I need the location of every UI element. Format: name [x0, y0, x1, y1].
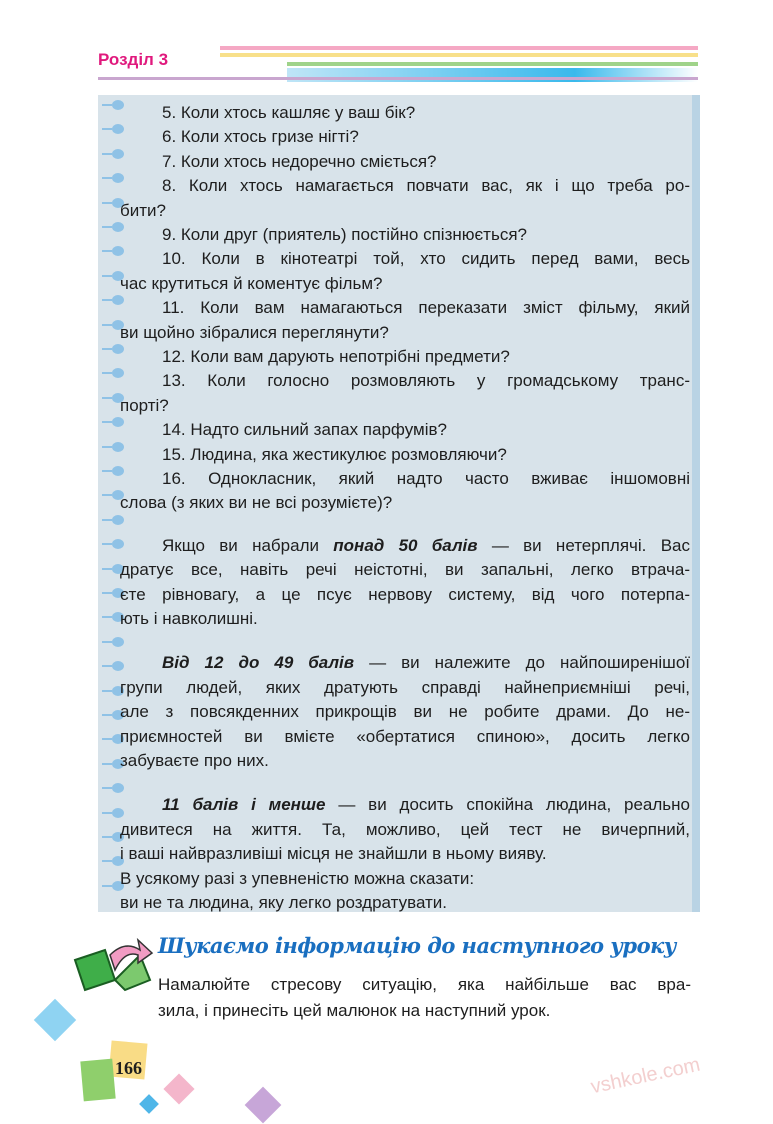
header-stripe-pink: [220, 46, 698, 50]
header-stripe-green: [287, 62, 698, 66]
score-range: 11 балів і менше: [162, 795, 326, 815]
next-lesson-title: Шукаємо інформацію до наступного уроку: [158, 933, 676, 958]
text-line: 14. Надто сильний запах парфумів?: [162, 420, 447, 440]
text-line: 8. Коли хтось намагається повчати вас, як і що треба ро-: [162, 176, 690, 196]
text-line: [120, 651, 690, 675]
text-line: ють і навколишні.: [120, 609, 258, 628]
text-line: приємностей ви вмієте «обертатися спиною», досить легко: [120, 726, 690, 746]
decor-square: [139, 1094, 159, 1114]
decor-square: [80, 1059, 115, 1102]
text-line: єте рівновагу, а це псує нервову систему, від чого потерпа-: [120, 584, 690, 604]
text-line: групи людей, яких дратують справді найнеприємніші речі,: [120, 677, 690, 697]
text-line: час крутиться й коментує фільм?: [120, 273, 383, 293]
text-line: В усякому разі з упевненістю можна сказати:: [120, 868, 475, 888]
text-line: 11. Коли вам намагаються переказати зміст фільму, який: [162, 298, 690, 318]
decor-square: [34, 999, 76, 1041]
header-stripe-purple: [98, 77, 698, 80]
header-stripe-yellow: [220, 53, 698, 57]
next-lesson-line: зила, і принесіть цей малюнок на наступний урок.: [158, 1001, 551, 1020]
text-line: і ваші найвразливіші місця не знайшли в ньому вияву.: [120, 844, 547, 864]
text-line: [120, 793, 690, 817]
next-lesson-line: Намалюйте стресову ситуацію, яка найбільше вас вра-: [158, 975, 691, 994]
text-line: дратує все, навіть речі неістотні, ви запальні, легко втрача-: [120, 560, 690, 580]
text-line: 16. Однокласник, який надто часто вживає іншомовні: [162, 469, 690, 488]
text-line: бити?: [120, 200, 166, 220]
section-title: Розділ 3: [98, 50, 169, 69]
text-span: — ви нетерплячі. Вас: [477, 535, 690, 555]
text-line: 12. Коли вам дарують непотрібні предмети?: [162, 347, 510, 366]
score-range: понад 50 балів: [333, 535, 478, 555]
text-line: 13. Коли голосно розмовляють у громадському транс-: [162, 371, 690, 391]
text-line: [120, 534, 690, 558]
text-line: 10. Коли в кінотеатрі той, хто сидить перед вами, весь: [162, 249, 690, 269]
text-line: ви щойно зібралися переглянути?: [120, 322, 389, 342]
spiral-ring-icon: [112, 637, 124, 647]
text-line: порті?: [120, 395, 169, 415]
text-span: Якщо ви набрали: [162, 535, 334, 555]
book-arrow-icon: [70, 935, 155, 995]
score-range: Від 12 до 49 балів: [162, 653, 355, 673]
page-number: 166: [115, 1058, 142, 1078]
text-line: 5. Коли хтось кашляє у ваш бік?: [162, 103, 416, 122]
text-span: — ви досить спокійна людина, реально: [325, 795, 690, 815]
text-line: ви не та людина, яку легко роздратувати.: [120, 893, 448, 912]
text-line: дивитеся на життя. Та, можливо, цей тест не вичерпний,: [120, 819, 690, 839]
text-line: але з повсякденних прикрощів ви не робите драми. До не-: [120, 702, 690, 722]
text-line: 9. Коли друг (приятель) постійно спізнюється?: [162, 225, 527, 244]
text-line: 6. Коли хтось гризе нігті?: [162, 127, 359, 147]
text-span: — ви належите до найпоширенішої: [354, 653, 690, 673]
spiral-ring-icon: [112, 515, 124, 525]
text-line: 15. Людина, яка жестикулює розмовляючи?: [162, 444, 507, 464]
text-line: забуваєте про них.: [120, 751, 269, 770]
decor-square: [163, 1073, 194, 1104]
decor-square: [245, 1087, 282, 1124]
text-line: слова (з яких ви не всі розумієте)?: [120, 493, 393, 513]
watermark: vshkole.com: [588, 1053, 703, 1099]
text-line: 7. Коли хтось недоречно сміється?: [162, 151, 437, 171]
